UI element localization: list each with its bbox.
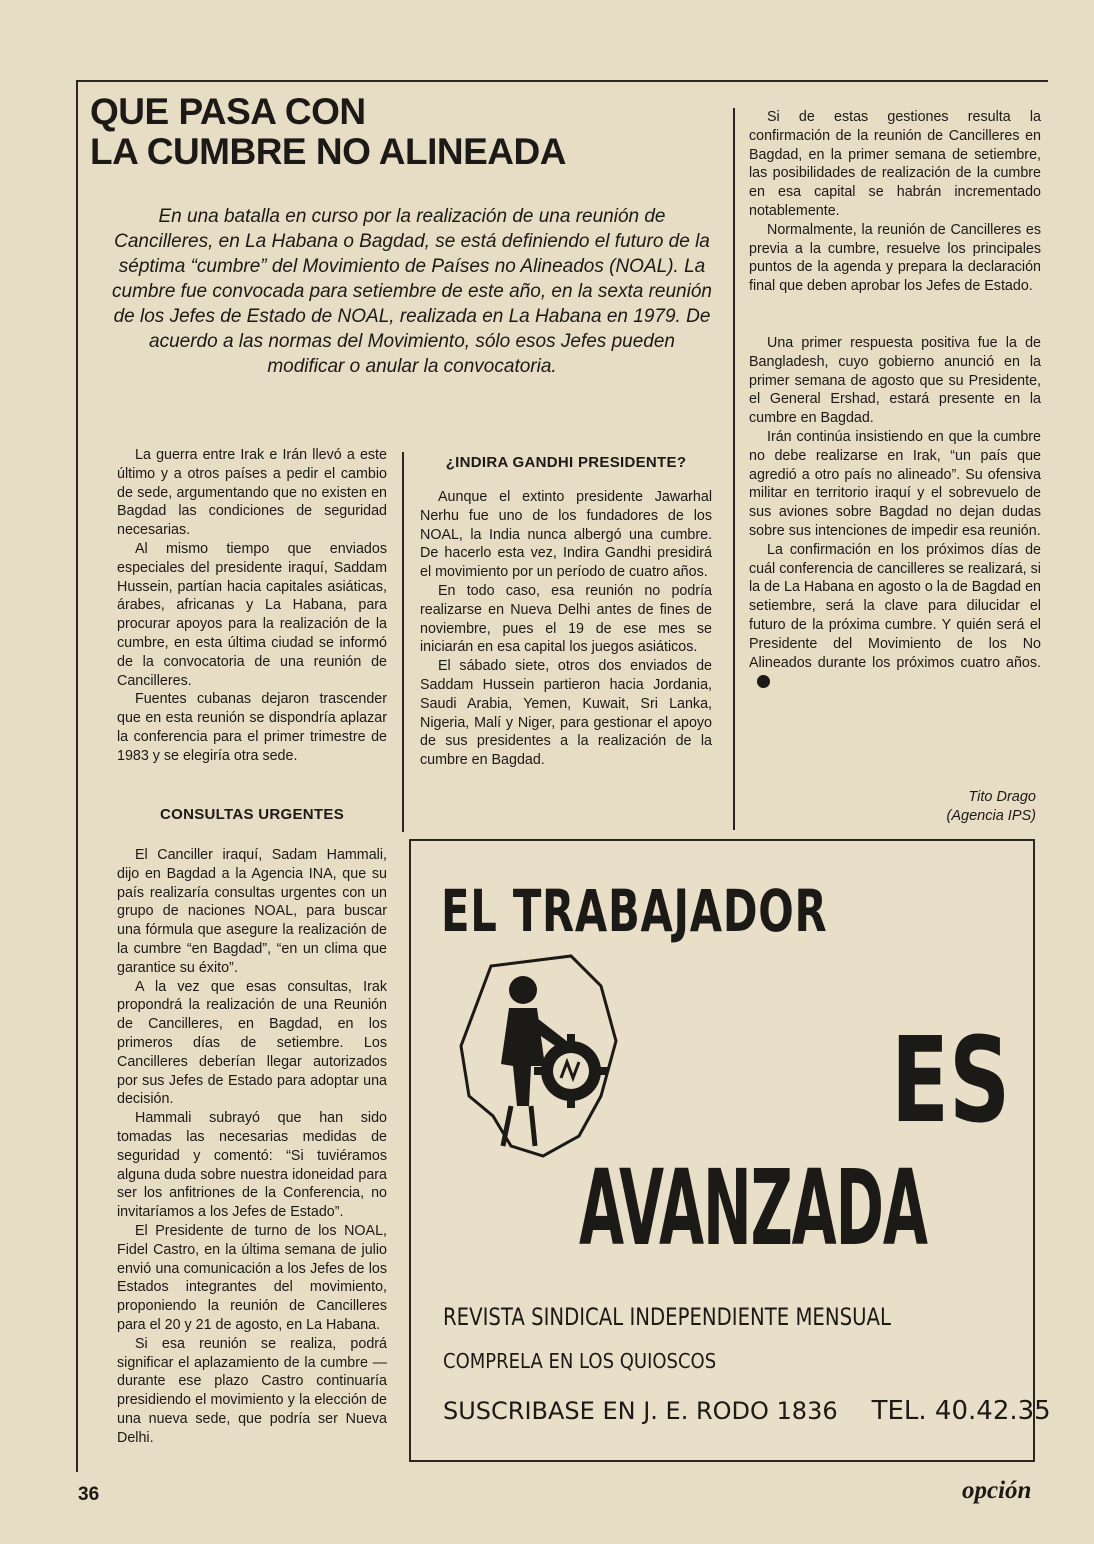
- paragraph: Una primer respuesta positiva fue la de Bangladesh, cuyo gobierno anunció en la primer semana de agosto que su Presidente, el General Ershad, estará presente en la cumbre en Bagdad.: [749, 334, 1041, 427]
- column-divider: [733, 108, 735, 830]
- column-2: [420, 488, 712, 770]
- ad-subscribe-line: [443, 1396, 1051, 1426]
- ad-title: EL TRABAJADOR: [441, 877, 828, 945]
- paragraph: Si esa reunión se realiza, podrá significar el aplazamiento de la cumbre —durante ese plazo Castro continuaría presidiendo el movimiento y la elección de una nueva sede, que podría ser Nueva Delhi.: [117, 1335, 387, 1446]
- headline-line-2: LA CUMBRE NO ALINEADA: [90, 131, 566, 172]
- paragraph: A la vez que esas consultas, Irak propondrá la realización de una Reunión de Cancilleres, en Bagdad, en los primeros días de setiembre. Los Cancilleres deberían llegar autorizados por sus Jefes de Estado para adoptar una decisión.: [117, 978, 387, 1108]
- column-3: [749, 108, 1041, 691]
- paragraph: La guerra entre Irak e Irán llevó a este último y a otros países a pedir el cambio de sede, argumentando que no existen en Bagdad las condiciones de seguridad necesarias.: [117, 447, 387, 539]
- paragraph: Hammali subrayó que han sido tomadas las necesarias medidas de seguridad y comentó: “Si tuviéramos alguna duda sobre nuestra idoneidad para ser los anfitriones de la Conferencia, no invitaríamos a los Jefes de Estado”.: [117, 1110, 387, 1221]
- paragraph: Si de estas gestiones resulta la confirmación de la reunión de Cancilleres en Bagdad, en la primer semana de setiembre, las posibilidades de realización de la cumbre en esa capital se habrán incrementado notablemente.: [749, 109, 1041, 219]
- byline-author: Tito Drago: [968, 789, 1036, 805]
- paragraph: Fuentes cubanas dejaron trascender que en esta reunión se dispondría aplazar la conferencia para el primer trimestre de 1983 y se elegiría otra sede.: [117, 691, 387, 764]
- ad-buy-line: COMPRELA EN LOS QUIOSCOS: [443, 1349, 717, 1373]
- subhead-consultas: CONSULTAS URGENTES: [159, 806, 344, 823]
- paragraph: [749, 541, 1041, 691]
- magazine-name: opción: [962, 1477, 1032, 1504]
- subhead-indira: ¿INDIRA GANDHI PRESIDENTE?: [445, 454, 687, 471]
- closing-paragraph-text: La confirmación en los próximos días de cuál conferencia de cancilleres se realizará, si la de La Habana en agosto o la de Bagdad en setiembre, será la clave para dilucidar el futuro de la próxima cumbre. Y quién será el Presidente del Movimiento de los No Alineados durante los próximos cuatro años.: [749, 541, 1041, 671]
- paragraph: En todo caso, esa reunión no podría realizarse en Nueva Delhi antes de fines de noviembre, pues el 19 de ese mes se iniciarán en esa capital los juegos asiáticos.: [420, 582, 712, 656]
- union-worker-logo-icon: [451, 946, 631, 1166]
- advertisement-box: [409, 839, 1051, 1462]
- column-1: [117, 446, 387, 766]
- paragraph: Aunque el extinto presidente Jawarhal Nerhu fue uno de los fundadores de los NOAL, la India nunca albergó una cumbre. De hacerlo esta vez, Indira Gandhi presidirá el movimiento por un período de cuatro años.: [420, 489, 712, 581]
- article-lead: En una batalla en curso por la realización de una reunión de Cancilleres, en La Habana o Bagdad, se está definiendo el futuro de la séptima “cumbre” del Movimiento de Países no Alineados (NOAL). La cumbre fue convocada para setiembre de este año, en la sexta reunión de los Jefes de Estado de NOAL, realizada en La Habana en 1979. De acuerdo a las normas del Movimiento, sólo esos Jefes pueden modificar o anular la convocatoria.: [112, 206, 712, 377]
- column-divider: [402, 452, 404, 832]
- ad-es-text: ES: [891, 1011, 1011, 1149]
- paragraph: Normalmente, la reunión de Cancilleres es previa a la cumbre, resuelve los principales puntos de la agenda y prepara la declaración final que deben aprobar los Jefes de Estado.: [749, 221, 1041, 295]
- paragraph: Irán continúa insistiendo en que la cumbre no debe realizarse en Irak, “un país que agredió a otro país no alineado”. Su ofensiva militar en territorio iraquí y el sobrevuelo de sus aviones sobre Bagdad no dejan dudas sobre sus intenciones de impedir esa reunión.: [749, 428, 1041, 539]
- paragraph: El Canciller iraquí, Sadam Hammali, dijo en Bagdad a la Agencia INA, que su país realizaría consultas urgentes con un grupo de naciones NOAL, para buscar una fórmula que asegure la realización de la cumbre “en Bagdad”, “en un clima que garantice su éxito”.: [117, 847, 387, 976]
- ad-avanzada-text: AVANZADA: [579, 1147, 927, 1269]
- subhead-indira-wrapper: [420, 454, 712, 471]
- subhead-consultas-wrapper: [117, 806, 387, 823]
- paragraph-gap: [749, 296, 1041, 334]
- paragraph: Al mismo tiempo que enviados especiales del presidente iraquí, Saddam Hussein, partían hacia capitales asiáticas, árabes, africanas y La Habana, para procurar apoyos para la realización de la cumbre, en esta última ciudad se informó de la convocatoria de una reunión de Cancilleres.: [117, 540, 387, 689]
- byline-agency: (Agencia IPS): [946, 808, 1036, 824]
- headline-line-1: QUE PASA CON: [90, 91, 366, 132]
- end-mark-icon: [757, 675, 770, 688]
- ad-address: SUSCRIBASE EN J. E. RODO 1836: [443, 1397, 838, 1425]
- article-headline: [90, 92, 710, 172]
- byline: [850, 788, 1036, 826]
- ad-tagline: REVISTA SINDICAL INDEPENDIENTE MENSUAL: [443, 1303, 891, 1331]
- page-number: 36: [78, 1484, 100, 1505]
- ad-phone: TEL. 40.42.35: [871, 1396, 1051, 1426]
- paragraph: El sábado siete, otros dos enviados de Saddam Hussein partieron hacia Jordania, Saudi Arabia, Yemen, Kuwait, Sri Lanka, Nigeria, Malí y Niger, para gestionar el apoyo de sus presidentes a la realización de la cumbre en Bagdad.: [420, 658, 712, 769]
- column-1-continued: [117, 846, 387, 1448]
- paragraph: El Presidente de turno de los NOAL, Fidel Castro, en la última semana de julio envió una comunicación a los Jefes de los Estados integrantes del movimiento, proponiendo la reunión de Cancilleres para el 20 y 21 de agosto, en La Habana.: [117, 1222, 387, 1333]
